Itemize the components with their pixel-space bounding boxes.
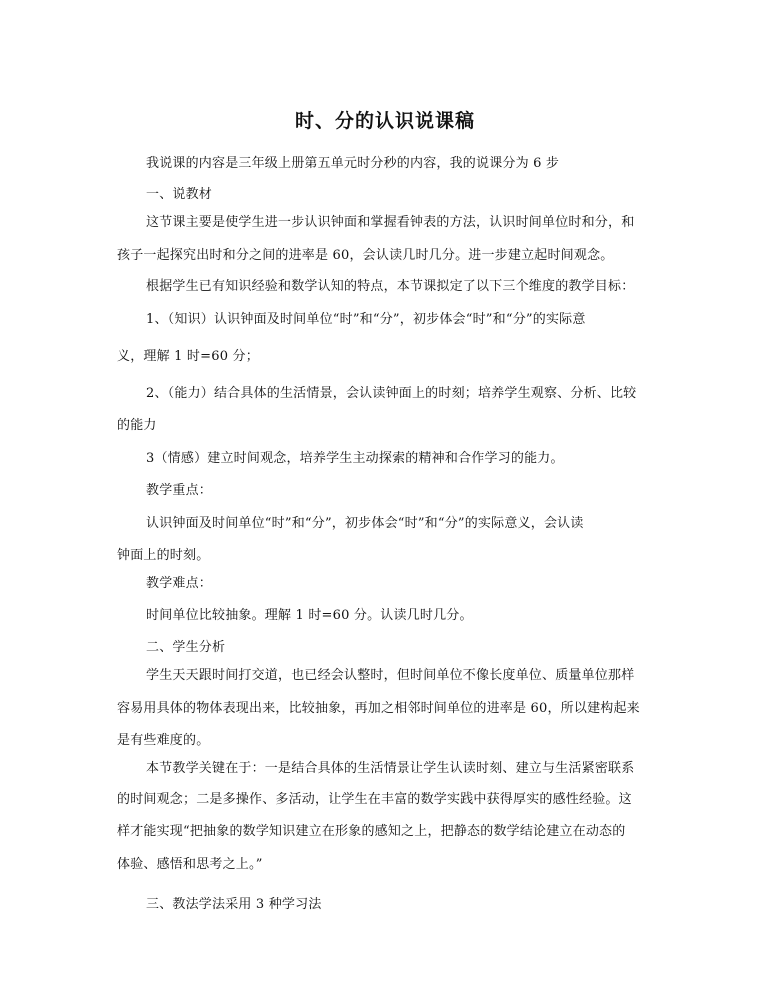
paragraph-line: 样才能实现“把抽象的数学知识建立在形象的感知之上，把静态的数学结论建立在动态的 [117, 824, 626, 839]
key-points-heading: 教学重点： [146, 483, 213, 498]
section-heading-methods: 三、教法学法采用 3 种学习法 [146, 897, 322, 912]
paragraph-line: 钟面上的时刻。 [117, 548, 210, 563]
paragraph-line: 认识钟面及时间单位“时”和“分”，初步体会“时”和“分”的实际意义，会认读 [146, 516, 584, 531]
paragraph-line: 本节教学关键在于：一是结合具体的生活情景让学生认读时刻、建立与生活紧密联系 [146, 761, 635, 776]
paragraph-line: 是有些难度的。 [117, 733, 210, 748]
intro-line: 我说课的内容是三年级上册第五单元时分秒的内容，我的说课分为 6 步 [146, 156, 560, 171]
paragraph-line: 孩子一起探究出时和分之间的进率是 60，会认读几时几分。进一步建立起时间观念。 [117, 248, 614, 263]
paragraph-line: 容易用具体的物体表现出来，比较抽象，再加之相邻时间单位的进率是 60，所以建构起来 [117, 701, 640, 716]
paragraph-line: 的时间观念；二是多操作、多活动，让学生在丰富的数学实践中获得厚实的感性经验。这 [117, 792, 632, 807]
paragraph-line: 体验、感悟和思考之上。” [117, 857, 263, 872]
objective-ability-line: 2、（能力）结合具体的生活情景，会认读钟面上的时刻；培养学生观察、分析、比较 [146, 386, 637, 401]
paragraph-line: 这节课主要是使学生进一步认识钟面和掌握看钟表的方法，认识时间单位时和分，和 [146, 215, 635, 230]
objective-ability-line: 的能力 [117, 418, 157, 433]
paragraph-line: 学生天天跟时间打交道，也已经会认整时，但时间单位不像长度单位、质量单位那样 [146, 668, 635, 683]
difficulties-heading: 教学难点： [146, 576, 213, 591]
document-title: 时、分的认识说课稿 [294, 110, 475, 132]
paragraph-line: 时间单位比较抽象。理解 1 时=60 分。认读几时几分。 [146, 608, 473, 623]
objective-emotion-line: 3（情感）建立时间观念，培养学生主动探索的精神和合作学习的能力。 [146, 451, 564, 466]
section-heading-textbook: 一、说教材 [146, 187, 213, 202]
paragraph-line: 根据学生已有知识经验和数学认知的特点，本节课拟定了以下三个维度的教学目标： [146, 279, 635, 294]
section-heading-students: 二、学生分析 [146, 640, 226, 655]
objective-knowledge-line: 1、（知识）认识钟面及时间单位“时”和“分”，初步体会“时”和“分”的实际意 [146, 312, 586, 327]
objective-knowledge-line: 义，理解 1 时=60 分； [117, 349, 259, 364]
